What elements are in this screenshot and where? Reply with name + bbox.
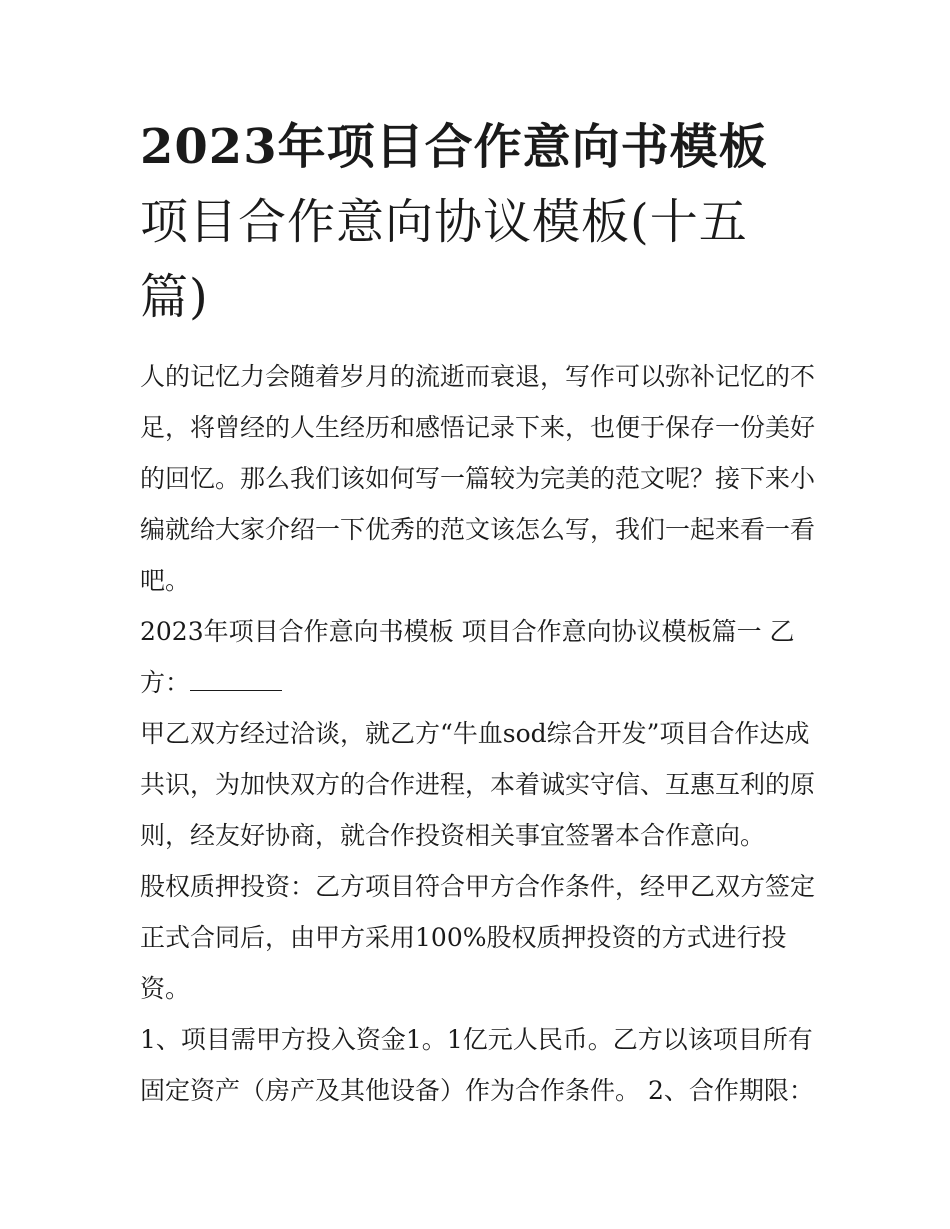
document-page — [140, 110, 820, 1116]
paragraph-section-heading — [140, 606, 820, 708]
section-heading-text: 2023年项目合作意向书模板 项目合作意向协议模板篇一 乙方： — [140, 617, 795, 697]
document-body — [140, 351, 820, 1116]
paragraph-equity-pledge: 股权质押投资：乙方项目符合甲方合作条件，经甲乙双方签定正式合同后，由甲方采用100%股权质押投资的方式进行投资。 — [140, 872, 816, 1003]
title-line-3: 篇) — [140, 269, 209, 325]
paragraph-consensus: 甲乙双方经过洽谈，就乙方“牛血sod综合开发”项目合作达成共识，为加快双方的合作进程，本着诚实守信、互惠互利的原则，经友好协商，就合作投资相关事宜签署本合作意向。 — [140, 719, 816, 850]
title-line-1: 2023年项目合作意向书模板 — [140, 119, 768, 175]
document-title — [140, 110, 820, 335]
title-line-2: 项目合作意向协议模板(十五 — [140, 194, 748, 250]
blank-fill-line — [190, 668, 282, 691]
paragraph-intro: 人的记忆力会随着岁月的流逝而衰退，写作可以弥补记忆的不足，将曾经的人生经历和感悟记录下来，也便于保存一份美好的回忆。那么我们该如何写一篇较为完美的范文呢？接下来小编就给大家介绍一下优秀的范文该怎么写，我们一起来看一看吧。 — [140, 362, 816, 595]
paragraph-investment-terms: 1、项目需甲方投入资金1。1亿元人民币。乙方以该项目所有固定资产（房产及其他设备）作为合作条件。 2、合作期限： — [140, 1025, 814, 1105]
